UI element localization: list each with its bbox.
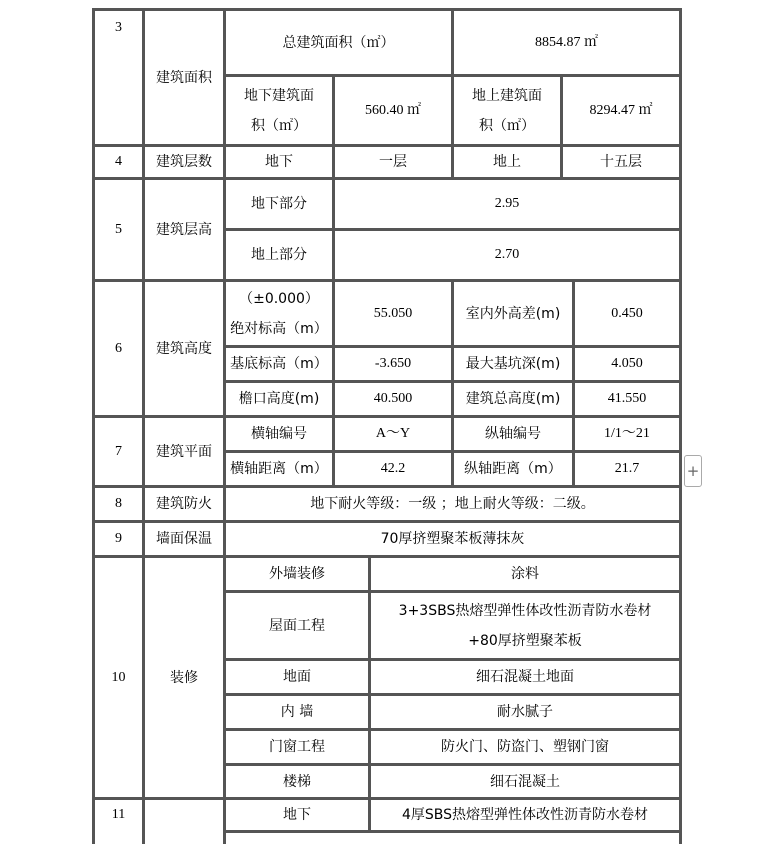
grid-line: [92, 8, 682, 11]
stair-label: 楼梯: [226, 766, 368, 797]
grid-line: [92, 797, 682, 800]
grid-line: [223, 658, 682, 661]
total-area-label: 总建筑面积（㎡）: [226, 11, 451, 74]
grid-line: [223, 590, 682, 593]
stair-value: 细石混凝土: [371, 766, 679, 797]
grid-line: [560, 74, 563, 180]
eave-height-value: 40.500: [335, 383, 451, 415]
height-above-label: 地上部分: [226, 231, 332, 279]
grid-line: [451, 8, 454, 147]
total-area-value: 8854.87 ㎡: [454, 11, 679, 74]
total-height-label: 建筑总高度(m): [454, 383, 572, 415]
row5-item: 建筑层高: [145, 180, 223, 279]
v-axis-label: 纵轴编号: [454, 418, 572, 450]
grid-line: [223, 380, 682, 383]
floor-value: 细石混凝土地面: [371, 661, 679, 693]
add-row-button[interactable]: [684, 455, 702, 487]
h-axis-label: 横轴编号: [226, 418, 332, 450]
grid-line: [223, 74, 682, 77]
grid-line: [92, 555, 682, 558]
plus-icon: +: [686, 462, 700, 480]
row7-item: 建筑平面: [145, 418, 223, 485]
int-wall-value: 耐水腻子: [371, 696, 679, 728]
floors-under-label: 地下: [226, 147, 332, 177]
row11-item: [145, 800, 223, 844]
eave-height-label: 檐口高度(m): [226, 383, 332, 415]
row8-num: 8: [95, 488, 142, 520]
grid-line: [679, 8, 682, 844]
height-diff-value: 0.450: [575, 282, 679, 345]
base-elevation-value: -3.650: [335, 348, 451, 380]
grid-line: [451, 147, 454, 180]
floors-above-value: 十五层: [563, 147, 679, 177]
floors-above-label: 地上: [454, 147, 560, 177]
grid-line: [223, 450, 682, 453]
underground-waterproof-value: 4厚SBS热熔型弹性体改性沥青防水卷材: [371, 800, 679, 830]
height-diff-label: 室内外高差(m): [454, 282, 572, 345]
grid-line: [142, 8, 145, 844]
grid-line: [92, 520, 682, 523]
grid-line: [92, 415, 682, 418]
grid-line: [332, 282, 335, 488]
grid-line: [223, 8, 226, 844]
ext-wall-label: 外墙装修: [226, 558, 368, 590]
row5-num: 5: [95, 180, 142, 279]
grid-line: [92, 485, 682, 488]
underground-area-label: 地下建筑面 积（㎡）: [226, 77, 332, 144]
grid-line: [223, 830, 682, 833]
floors-under-value: 一层: [335, 147, 451, 177]
height-under-value: 2.95: [335, 180, 679, 228]
int-wall-label: 内 墙: [226, 696, 368, 728]
v-axis-distance-value: 21.7: [575, 453, 679, 485]
row4-num: 4: [95, 147, 142, 177]
pit-depth-value: 4.050: [575, 348, 679, 380]
abs-elevation-label: （±0.000） 绝对标高（m）: [226, 282, 332, 345]
row4-item: 建筑层数: [145, 147, 223, 177]
grid-line: [92, 144, 682, 147]
underground-waterproof-label: 地下: [226, 800, 368, 830]
row6-num: 6: [95, 282, 142, 415]
row9-num: 9: [95, 523, 142, 555]
grid-line: [223, 345, 682, 348]
row6-item: 建筑高度: [145, 282, 223, 415]
h-axis-value: A～Y: [335, 418, 451, 450]
grid-line: [92, 279, 682, 282]
row9-item: 墙面保温: [145, 523, 223, 555]
roof-label: 屋面工程: [226, 593, 368, 658]
h-axis-distance-label: 横轴距离（m）: [226, 453, 332, 485]
grid-line: [92, 8, 95, 844]
grid-line: [92, 177, 682, 180]
grid-line: [223, 693, 682, 696]
grid-line: [223, 728, 682, 731]
row10-item: 装修: [145, 558, 223, 797]
row8-item: 建筑防火: [145, 488, 223, 520]
floor-label: 地面: [226, 661, 368, 693]
door-window-value: 防火门、防盗门、塑钢门窗: [371, 731, 679, 763]
pit-depth-label: 最大基坑深(m): [454, 348, 572, 380]
grid-line: [223, 228, 682, 231]
grid-line: [572, 282, 575, 488]
aboveground-area-label: 地上建筑面 积（㎡）: [454, 77, 560, 144]
door-window-label: 门窗工程: [226, 731, 368, 763]
v-axis-value: 1/1～21: [575, 418, 679, 450]
total-height-value: 41.550: [575, 383, 679, 415]
abs-elevation-value: 55.050: [335, 282, 451, 345]
roof-value: 3+3SBS热熔型弹性体改性沥青防水卷材 +80厚挤塑聚苯板: [371, 593, 679, 658]
height-under-label: 地下部分: [226, 180, 332, 228]
underground-area-value: 560.40 ㎡: [335, 77, 451, 144]
insulation-value: 70厚挤塑聚苯板薄抹灰: [226, 523, 679, 555]
height-above-value: 2.70: [335, 231, 679, 279]
aboveground-area-value: 8294.47 ㎡: [563, 77, 679, 144]
row7-num: 7: [95, 418, 142, 485]
spec-table: [92, 8, 684, 844]
row11-num: 11: [95, 800, 142, 844]
v-axis-distance-label: 纵轴距离（m）: [454, 453, 572, 485]
row3-num: 3: [95, 11, 142, 144]
ext-wall-value: 涂料: [371, 558, 679, 590]
row3-item: 建筑面积: [145, 11, 223, 144]
grid-line: [451, 282, 454, 488]
base-elevation-label: 基底标高（m）: [226, 348, 332, 380]
row10-num: 10: [95, 558, 142, 797]
grid-line: [332, 74, 335, 180]
fire-rating-value: 地下耐火等级：一级 ；地上耐火等级：二级。: [226, 488, 679, 520]
h-axis-distance-value: 42.2: [335, 453, 451, 485]
grid-line: [223, 763, 682, 766]
grid-line: [332, 180, 335, 282]
